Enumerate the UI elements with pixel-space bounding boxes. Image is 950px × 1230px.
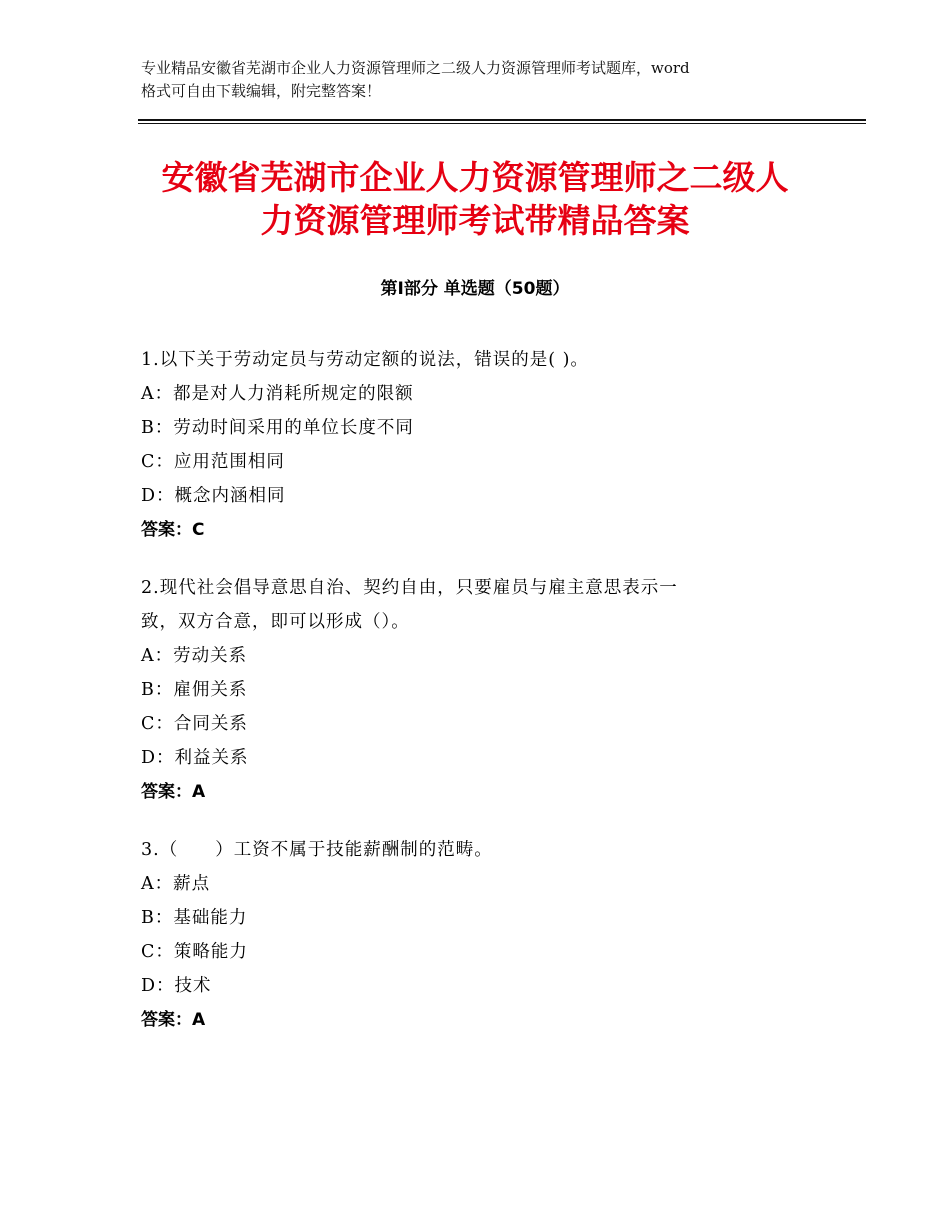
- option-a: A：劳动关系: [141, 646, 248, 666]
- option-a: A：薪点: [141, 874, 211, 894]
- option-d: D：利益关系: [141, 748, 249, 768]
- option-b: B：劳动时间采用的单位长度不同: [141, 418, 414, 438]
- option-b: B：雇佣关系: [141, 680, 248, 700]
- document-title: [100, 156, 850, 242]
- header-divider: [138, 119, 866, 124]
- document-title-line-1: 安徽省芜湖市企业人力资源管理师之二级人: [161, 158, 789, 197]
- answer: 答案：C: [141, 520, 205, 540]
- question-1: [141, 343, 801, 547]
- question-list: [141, 343, 801, 1061]
- answer: 答案：A: [141, 1010, 206, 1030]
- section-heading: 第Ⅰ部分 单选题（50题）: [380, 279, 570, 299]
- option-c: C：应用范围相同: [141, 452, 285, 472]
- question-stem: 2.现代社会倡导意思自治、契约自由，只要雇员与雇主意思表示一: [141, 578, 678, 598]
- question-stem: 3.（ ）工资不属于技能薪酬制的范畴。: [141, 840, 493, 860]
- header-note: [141, 57, 841, 103]
- question-stem-continued: 致，双方合意，即可以形成（）。: [141, 612, 410, 632]
- option-c: C：策略能力: [141, 942, 248, 962]
- option-d: D：技术: [141, 976, 212, 996]
- option-c: C：合同关系: [141, 714, 248, 734]
- option-d: D：概念内涵相同: [141, 486, 286, 506]
- document-title-line-2: 力资源管理师考试带精品答案: [260, 201, 690, 240]
- option-a: A：都是对人力消耗所规定的限额: [141, 384, 414, 404]
- header-note-line-1: 专业精品安徽省芜湖市企业人力资源管理师之二级人力资源管理师考试题库，word: [141, 59, 690, 77]
- question-3: [141, 833, 801, 1037]
- question-stem: 1.以下关于劳动定员与劳动定额的说法，错误的是( )。: [141, 350, 589, 370]
- option-b: B：基础能力: [141, 908, 248, 928]
- header-note-line-2: 格式可自由下载编辑，附完整答案！: [141, 82, 382, 100]
- question-2: [141, 571, 801, 809]
- answer: 答案：A: [141, 782, 206, 802]
